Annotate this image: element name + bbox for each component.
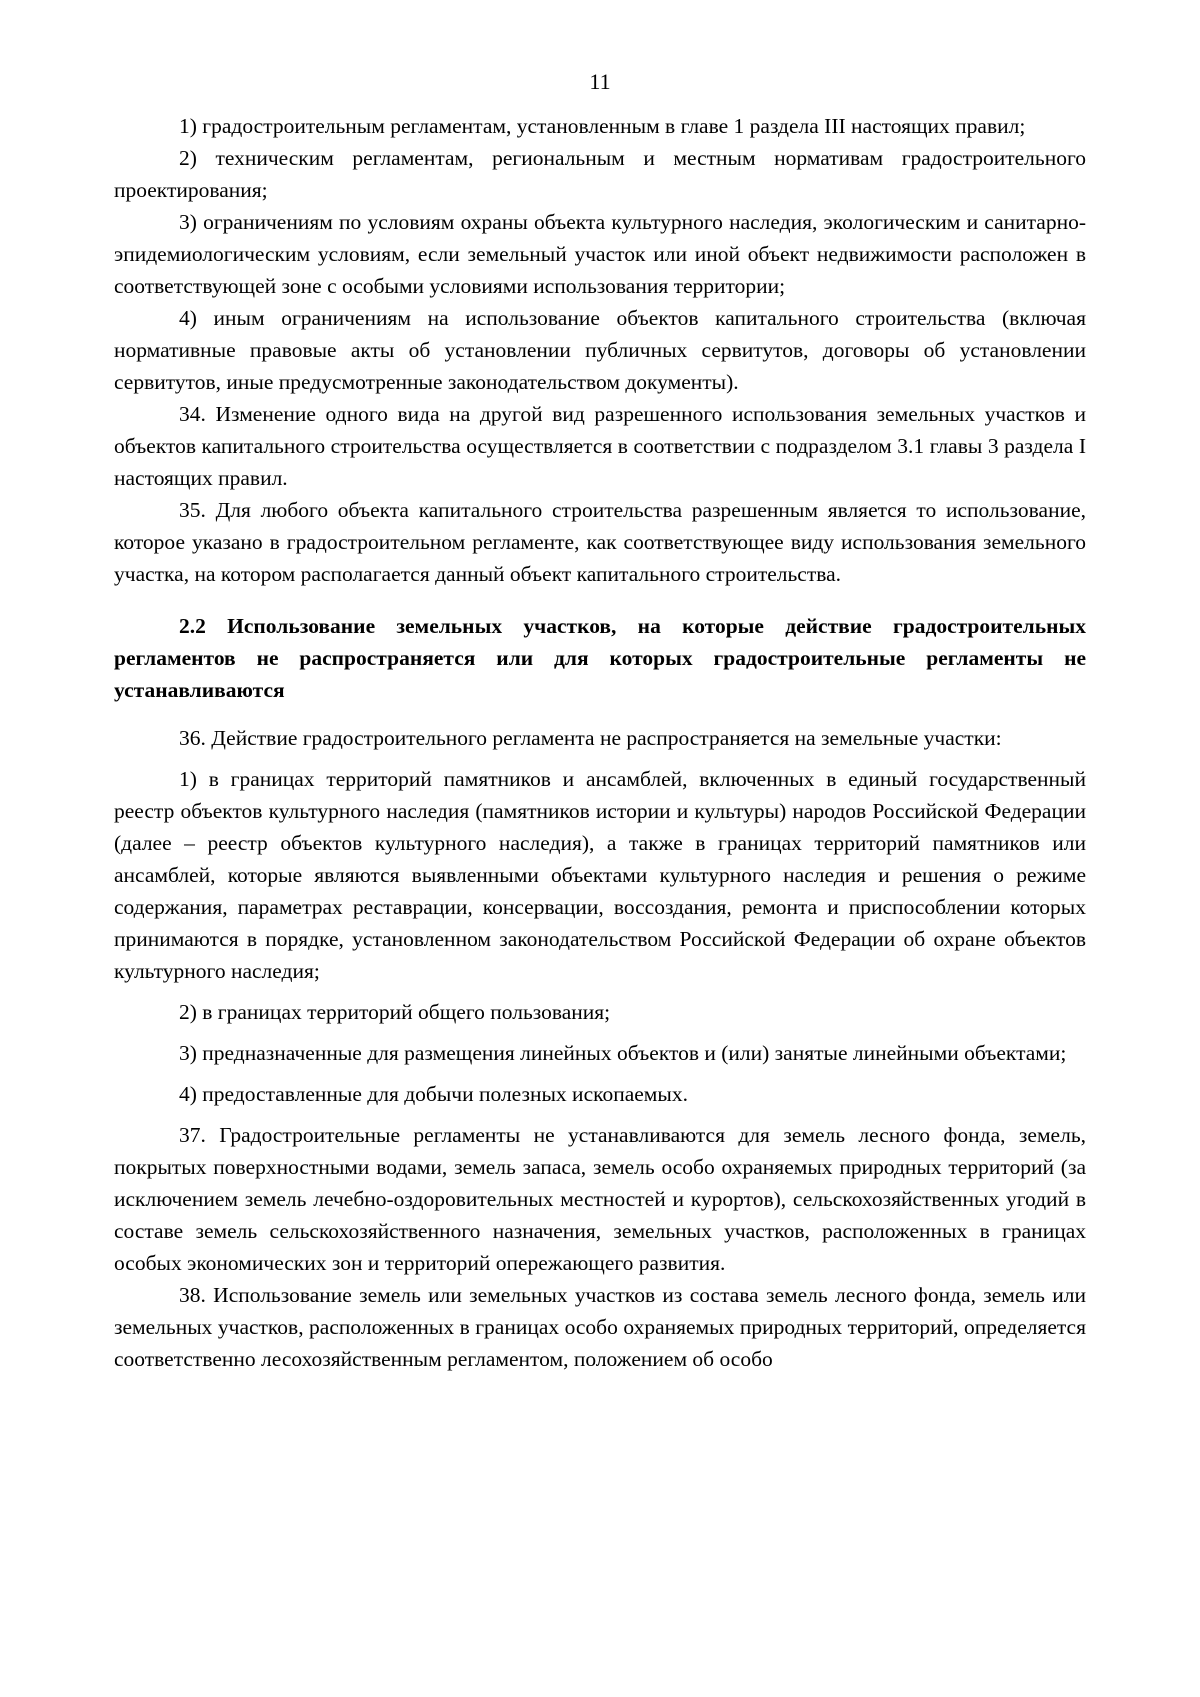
section-heading: 2.2 Использование земельных участков, на которые действие градостроительных регламентов не распространяется или для которых градостроительные регламенты не устанавливаются bbox=[114, 614, 1086, 702]
paragraph-item-1: 1) градостроительным регламентам, установленным в главе 1 раздела III настоящих правил; bbox=[179, 114, 1026, 138]
paragraph-item-2: 2) техническим регламентам, региональным и местным нормативам градостроительного проектирования; bbox=[114, 146, 1086, 202]
paragraph-37: 37. Градостроительные регламенты не устанавливаются для земель лесного фонда, земель, покрытых поверхностными водами, земель запаса, земель особо охраняемых природных территорий (за исключением земель лечебно-оздоровительных местностей и курортов), сельскохозяйственных угодий в составе земель сельскохозяйственного назначения, земельных участков, расположенных в границах особых экономических зон и территорий опережающего развития. bbox=[114, 1123, 1086, 1275]
paragraph-35: 35. Для любого объекта капитального строительства разрешенным является то использование, которое указано в градостроительном регламенте, как соответствующее виду использования земельного участка, на котором располагается данный объект капитального строительства. bbox=[114, 498, 1086, 586]
paragraph-34: 34. Изменение одного вида на другой вид разрешенного использования земельных участков и объектов капитального строительства осуществляется в соответствии с подразделом 3.1 главы 3 раздела I настоящих правил. bbox=[114, 402, 1086, 490]
paragraph-36-item-4: 4) предоставленные для добычи полезных ископаемых. bbox=[179, 1082, 688, 1106]
paragraph-item-4: 4) иным ограничениям на использование объектов капитального строительства (включая нормативные правовые акты об установлении публичных сервитутов, договоры об установлении сервитутов, иные предусмотренные законодательством документы). bbox=[114, 306, 1086, 394]
paragraph-36-item-3: 3) предназначенные для размещения линейных объектов и (или) занятые линейными объектами; bbox=[179, 1041, 1067, 1065]
document-body bbox=[114, 110, 1086, 1375]
page-number: 11 bbox=[589, 69, 611, 94]
paragraph-36-item-1: 1) в границах территорий памятников и ансамблей, включенных в единый государственный реестр объектов культурного наследия (памятников истории и культуры) народов Российской Федерации (далее – реестр объектов культурного наследия), а также в границах территорий памятников или ансамблей, которые являются выявленными объектами культурного наследия и решения о режиме содержания, параметрах реставрации, консервации, воссоздания, ремонта и приспособлении которых принимаются в порядке, установленном законодательством Российской Федерации об охране объектов культурного наследия; bbox=[114, 767, 1086, 983]
paragraph-item-3: 3) ограничениям по условиям охраны объекта культурного наследия, экологическим и санитарно-эпидемиологическим условиям, если земельный участок или иной объект недвижимости расположен в соответствующей зоне с особыми условиями использования территории; bbox=[114, 210, 1086, 298]
paragraph-36: 36. Действие градостроительного регламента не распространяется на земельные участки: bbox=[179, 726, 1002, 750]
paragraph-38: 38. Использование земель или земельных участков из состава земель лесного фонда, земель или земельных участков, расположенных в границах особо охраняемых природных территорий, определяется соответственно лесохозяйственным регламентом, положением об особо bbox=[114, 1283, 1086, 1371]
paragraph-36-item-2: 2) в границах территорий общего пользования; bbox=[179, 1000, 611, 1024]
